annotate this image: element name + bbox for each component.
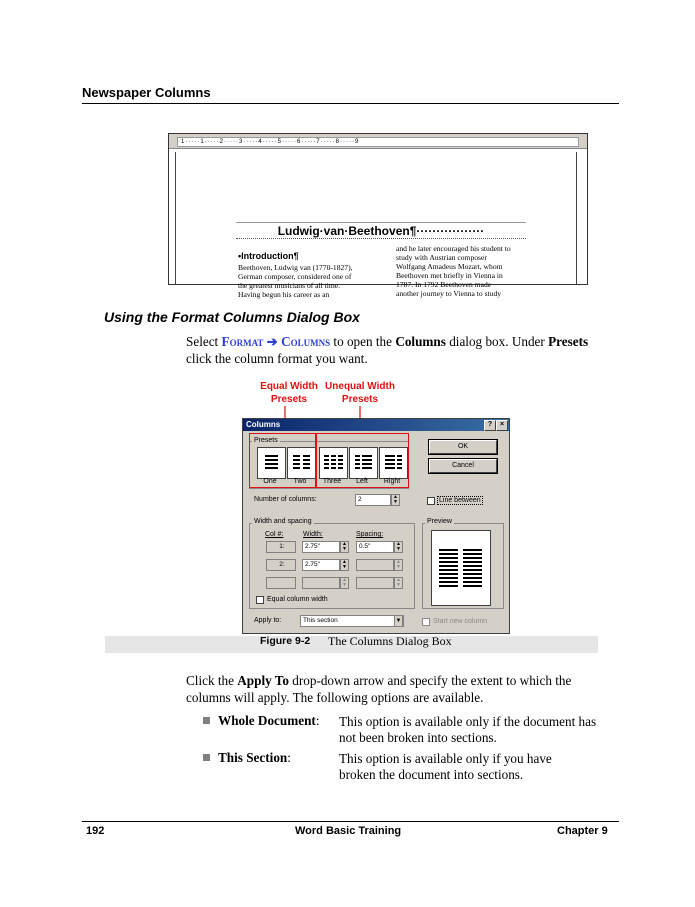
preset-right-label: Right bbox=[383, 478, 401, 485]
left-col-line: Having begun his career as an bbox=[238, 290, 330, 299]
bullet-square-icon bbox=[203, 754, 210, 761]
option-term-sep: : bbox=[287, 750, 291, 765]
number-of-columns-label: Number of columns: bbox=[254, 496, 317, 503]
cancel-button[interactable]: Cancel bbox=[429, 459, 497, 473]
ruler-scale: ·1·····1·····2·····3·····4·····5·····6·····7·····8·····9 bbox=[177, 137, 579, 147]
width-header: Width: bbox=[303, 531, 323, 538]
ok-button[interactable]: OK bbox=[429, 440, 497, 454]
apply-to-bold: Apply To bbox=[237, 673, 289, 688]
running-header-title: Newspaper Columns bbox=[82, 85, 211, 100]
width-input-1[interactable]: 2.75" bbox=[302, 541, 340, 553]
spacing-spinner-1[interactable]: ▲ ▼ bbox=[394, 541, 403, 553]
right-col-line: Beethoven met briefly in Vienna in bbox=[396, 271, 503, 280]
width-spacing-label: Width and spacing bbox=[254, 518, 312, 525]
spacing-spinner-2: ▲ ▼ bbox=[394, 559, 403, 571]
columns-dialog bbox=[242, 418, 510, 634]
intro-heading: •Introduction¶ bbox=[238, 251, 299, 261]
col-number-1: 1: bbox=[266, 541, 296, 553]
columns-bold: Columns bbox=[395, 334, 446, 349]
document-heading: Ludwig·van·Beethoven¶················· bbox=[236, 222, 526, 239]
spacing-input-1[interactable]: 0.5" bbox=[356, 541, 394, 553]
columns-menu-ref: Columns bbox=[281, 334, 331, 349]
bullet-square-icon bbox=[203, 717, 210, 724]
footer-title: Word Basic Training bbox=[295, 825, 402, 837]
left-col-line: the greatest musicians of all time. bbox=[238, 281, 341, 290]
start-new-column-checkbox bbox=[422, 618, 430, 626]
figure-caption: The Columns Dialog Box bbox=[328, 634, 452, 648]
document-left-column bbox=[238, 251, 378, 299]
document-right-column bbox=[396, 244, 536, 298]
text-run: to open the bbox=[330, 334, 396, 349]
help-button[interactable]: ? bbox=[484, 420, 496, 431]
apply-to-label: Apply to: bbox=[254, 617, 282, 624]
equal-width-callout bbox=[254, 380, 324, 406]
close-button[interactable]: × bbox=[496, 420, 508, 431]
width-spinner-3: ▲ ▼ bbox=[340, 577, 349, 589]
option-description: This option is available only if you have broken the document into sections. bbox=[339, 751, 552, 782]
text-run: dialog box. Under bbox=[445, 334, 549, 349]
callout-line: Presets bbox=[270, 394, 308, 405]
text-run: Select bbox=[186, 334, 222, 349]
option-term-bold: Whole Document bbox=[218, 713, 316, 728]
callout-line: Unequal Width bbox=[325, 381, 395, 392]
width-input-2[interactable]: 2.75" bbox=[302, 559, 340, 571]
option-term-sep: : bbox=[315, 713, 320, 728]
dialog-title: Columns bbox=[246, 420, 281, 429]
option-description: This option is available only if the document has not been broken into sections. bbox=[339, 714, 597, 745]
col-number-2: 2: bbox=[266, 559, 296, 571]
footer-chapter: Chapter 9 bbox=[557, 825, 608, 837]
preview-columns-icon bbox=[432, 531, 490, 605]
page-number: 192 bbox=[86, 825, 105, 837]
apply-to-paragraph bbox=[186, 672, 606, 706]
spacing-input-3 bbox=[356, 577, 394, 589]
right-col-line: study with Austrian composer bbox=[396, 253, 487, 262]
text-run: drop-down arrow and specify the extent to which the columns will apply. The following options are available. bbox=[186, 673, 572, 705]
unequal-width-callout bbox=[322, 380, 398, 406]
horizontal-ruler bbox=[169, 134, 587, 149]
left-col-line: German composer, considered one of bbox=[238, 272, 352, 281]
presets-group-label: Presets bbox=[254, 437, 278, 444]
arrow-glyph: ➔ bbox=[263, 334, 282, 349]
right-col-line: Wolfgang Amadeus Mozart, whom bbox=[396, 262, 503, 271]
word-document-screenshot bbox=[168, 133, 588, 299]
instruction-paragraph bbox=[186, 333, 606, 367]
col-number-header: Col #: bbox=[265, 531, 284, 538]
preset-three-label: Three bbox=[322, 478, 342, 485]
apply-to-select[interactable]: This section bbox=[300, 615, 404, 627]
preview-page bbox=[431, 530, 491, 606]
number-of-columns-input[interactable]: 2 bbox=[355, 494, 391, 506]
line-between-checkbox[interactable] bbox=[427, 497, 435, 505]
equal-column-width-checkbox[interactable] bbox=[256, 596, 264, 604]
callout-line: Presets bbox=[341, 394, 379, 405]
format-menu-ref: Format bbox=[221, 334, 264, 349]
right-col-line: and he later encouraged his student to bbox=[396, 244, 511, 253]
footer-rule bbox=[82, 821, 619, 822]
unequal-presets-highlight bbox=[316, 433, 409, 488]
header-rule bbox=[82, 103, 619, 104]
preset-left-label: Left bbox=[356, 478, 368, 485]
col-number-3 bbox=[266, 577, 296, 589]
right-col-line: 1787. In 1792 Beethoven made bbox=[396, 280, 492, 289]
callout-line: Equal Width bbox=[260, 381, 318, 392]
spacing-input-2 bbox=[356, 559, 394, 571]
start-new-column-label: Start new column bbox=[433, 618, 488, 625]
option-term-bold: This Section bbox=[218, 750, 288, 765]
option-term bbox=[218, 750, 291, 766]
text-run: Click the bbox=[186, 673, 238, 688]
presets-bold: Presets bbox=[548, 334, 589, 349]
preview-label: Preview bbox=[427, 518, 452, 525]
preset-one-label: One bbox=[263, 478, 277, 485]
left-col-line: Beethoven, Ludwig van (1770-1827), bbox=[238, 263, 353, 272]
text-run: click the column format you want. bbox=[186, 351, 368, 366]
equal-column-width-label: Equal column width bbox=[267, 596, 328, 603]
section-heading: Using the Format Columns Dialog Box bbox=[104, 309, 360, 325]
spacing-spinner-3: ▲ ▼ bbox=[394, 577, 403, 589]
line-between-label: Line between bbox=[439, 497, 481, 504]
document-page bbox=[175, 152, 577, 299]
option-term bbox=[218, 713, 319, 729]
figure-number: Figure 9-2 bbox=[260, 635, 311, 647]
width-spinner-1[interactable]: ▲ ▼ bbox=[340, 541, 349, 553]
equal-presets-highlight bbox=[249, 433, 316, 488]
spacing-header: Spacing: bbox=[356, 531, 384, 538]
chevron-down-icon[interactable]: ▼ bbox=[394, 615, 403, 627]
width-spinner-2[interactable]: ▲ ▼ bbox=[340, 559, 349, 571]
dialog-titlebar bbox=[243, 419, 509, 431]
width-input-3 bbox=[302, 577, 340, 589]
right-col-line: another journey to Vienna to study bbox=[396, 289, 502, 298]
preset-two-label: Two bbox=[293, 478, 307, 485]
number-of-columns-spinner[interactable]: ▲ ▼ bbox=[391, 494, 400, 506]
